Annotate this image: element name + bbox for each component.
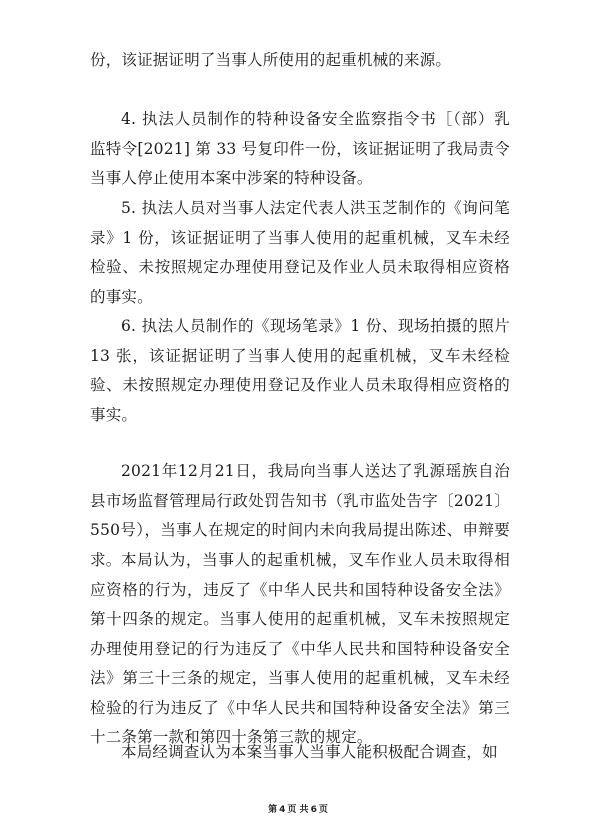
footer-middle: 页 共: [287, 805, 309, 815]
paragraph-evidence-5: 5. 执法人员对当事人法定代表人洪玉芝制作的《询问笔录》1 份，该证据证明了当事人使用的起重机械，叉车未经检验、未按照规定办理使用登记及作业人员未取得相应资格的事实。: [90, 199, 510, 306]
paragraph-conclusion: 本局经调查认为本案当事人当事人能积极配合调查，如: [121, 743, 498, 761]
paragraph-evidence-4: 4. 执法人员制作的特种设备安全监察指令书［（部）乳监特令[2021] 第 33 号复印件一份，该证据证明了我局责令当事人停止使用本案中涉案的特种设备。: [90, 110, 510, 187]
page-footer: [0, 804, 596, 816]
paragraph-continuation: 份，该证据证明了当事人所使用的起重机械的来源。: [90, 51, 452, 69]
footer-suffix: 页: [318, 805, 328, 815]
paragraph-evidence-6: 6. 执法人员制作的《现场笔录》1 份、现场拍摄的照片13 张，该证据证明了当事人使用的起重机械，叉车未经检验、未按照规定办理使用登记及作业人员未取得相应资格的事实。: [90, 317, 510, 424]
paragraph-notice: 2021年12月21日，我局向当事人送达了乳源瑶族自治县市场监督管理局行政处罚告知书（乳市监处告字〔2021〕550号），当事人在规定的时间内未向我局提出陈述、申辩要求。: [90, 462, 510, 569]
footer-current-page: 4: [279, 805, 286, 815]
footer-total-pages: 6: [310, 805, 317, 815]
paragraph-legal-finding: 本局认为，当事人的起重机械，叉车作业人员未取得相应资格的行为，违反了《中华人民共和国特种设备安全法》第十四条的规定。当事人使用的起重机械，叉车未按照规定办理使用登记的行为违反了《中华人民共和国特种设备安全法》第三十三条的规定，当事人使用的起重机械，叉车未经检验的行为违反了《中华人民共和国特种设备安全法》第三十二条第一款和第四十条第三款的规定。: [90, 551, 510, 746]
footer-prefix: 第: [268, 805, 278, 815]
